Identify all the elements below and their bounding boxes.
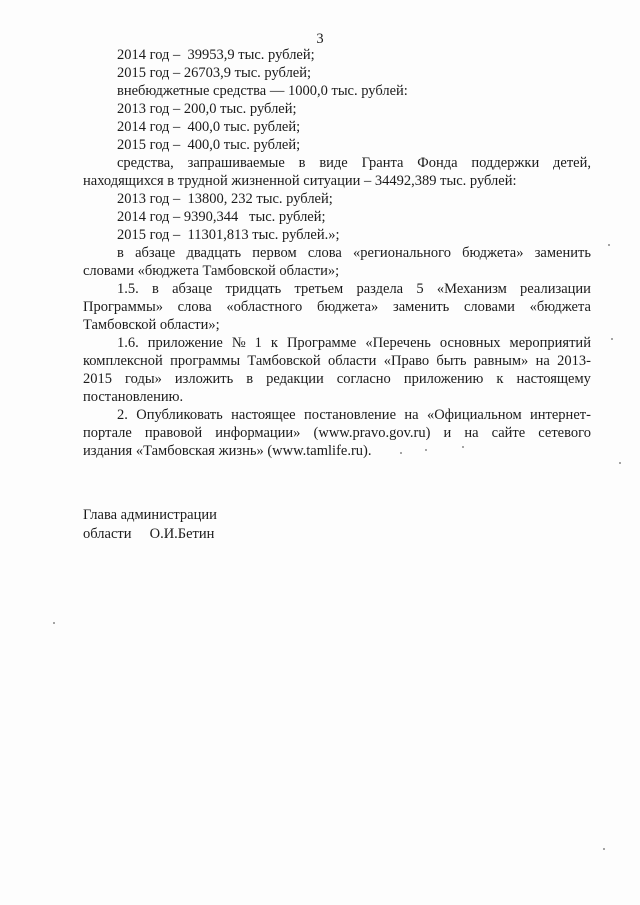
word: 2013- [557, 353, 591, 369]
word: виде [319, 155, 348, 171]
extrabudgetary-2014: 2014 год – 400,0 тыс. рублей; [117, 119, 301, 135]
grant-2014: 2014 год – 9390,344 тыс. рублей; [117, 209, 326, 225]
signatory-title: Глава администрации [83, 507, 217, 523]
scan-speck [611, 338, 613, 340]
word: комплексной [83, 353, 163, 369]
word: «Право [383, 353, 430, 369]
scan-speck [400, 452, 402, 454]
word: № [231, 335, 246, 351]
word: мероприятий [509, 335, 591, 351]
word: годы» [125, 371, 162, 387]
extrabudgetary-2013: 2013 год – 200,0 тыс. рублей; [117, 101, 297, 117]
word: на [535, 353, 550, 369]
word: средства, [117, 155, 174, 171]
word: 2015 [83, 371, 112, 387]
budget-line-2014: 2014 год – 39953,9 тыс. рублей; [117, 47, 315, 63]
grant-2013: 2013 год – 13800, 232 тыс. рублей; [117, 191, 333, 207]
item-2-line-2 [83, 424, 591, 442]
word: абзаце [135, 245, 176, 261]
item-1-5-line-2 [83, 298, 591, 316]
word: Тамбовской [247, 353, 321, 369]
word: словами [463, 299, 515, 315]
paragraph-21-line-1 [83, 244, 591, 262]
extrabudgetary-2015: 2015 год – 400,0 тыс. рублей; [117, 137, 301, 153]
scan-speck [53, 622, 55, 624]
word: программы [170, 353, 241, 369]
word: интернет- [530, 407, 591, 423]
grant-paragraph-line-2: находящихся в трудной жизненной ситуации – 34492,389 тыс. рублей: [83, 173, 517, 189]
word: в [246, 371, 254, 387]
item-2-line-3: издания «Тамбовская жизнь» (www.tamlife.ru). [83, 443, 372, 459]
page-number: 3 [316, 31, 324, 47]
word: 1.5. [117, 281, 139, 297]
word: информации» [215, 425, 301, 441]
word: в [152, 281, 159, 297]
paragraph-21-line-2: словами «бюджета Тамбовской области»; [83, 263, 340, 279]
word: «областного [226, 299, 303, 315]
item-1-6-line-4: постановлению. [83, 389, 184, 405]
scan-speck [462, 446, 464, 448]
word: заменить [392, 299, 450, 315]
word: настоящему [516, 371, 591, 387]
scan-speck [608, 244, 610, 246]
word: раздела [356, 281, 404, 297]
word: области [327, 353, 377, 369]
word: бюджета» [462, 245, 524, 261]
word: Опубликовать [136, 407, 223, 423]
word: быть [436, 353, 467, 369]
word: поддержки [471, 155, 540, 171]
word: двадцать [186, 245, 242, 261]
word: настоящее [231, 407, 296, 423]
document-body [83, 46, 591, 460]
word: 1 [254, 335, 262, 351]
word: слова [307, 245, 342, 261]
word: на [404, 407, 419, 423]
item-1-6-line-3 [83, 370, 591, 388]
scan-speck [425, 449, 427, 451]
word: приложению [403, 371, 484, 387]
signature-block [83, 506, 217, 543]
word: приложение [147, 335, 223, 351]
word: 5 [416, 281, 424, 297]
word: первом [252, 245, 297, 261]
word: правовой [144, 425, 203, 441]
word: и [443, 425, 452, 441]
word: Программе [286, 335, 357, 351]
word: «регионального [353, 245, 451, 261]
word: основных [439, 335, 501, 351]
grant-paragraph-line-1 [83, 154, 591, 172]
word: портале [83, 425, 132, 441]
word: сетевого [538, 425, 591, 441]
scan-speck [619, 462, 621, 464]
signatory-name: области О.И.Бетин [83, 525, 215, 542]
word: абзаце [172, 281, 213, 297]
grant-2015: 2015 год – 11301,813 тыс. рублей.»; [117, 227, 340, 243]
word: слова [177, 299, 212, 315]
word: детей, [553, 155, 591, 171]
item-2-line-1 [83, 406, 591, 424]
word: к [496, 371, 504, 387]
word: сайте [491, 425, 526, 441]
word: бюджета» [316, 299, 379, 315]
word: «Официальном [426, 407, 522, 423]
word: постановление [303, 407, 397, 423]
word: равным» [473, 353, 529, 369]
word: (www.pravo.gov.ru) [313, 425, 431, 441]
scan-speck [603, 848, 605, 850]
item-1-5-line-1 [83, 280, 591, 298]
word: в [117, 245, 124, 261]
word: запрашиваемые [187, 155, 285, 171]
word: «Механизм [436, 281, 507, 297]
word: в [298, 155, 306, 171]
word: Программы» [83, 299, 163, 315]
item-1-6-line-1 [83, 334, 591, 352]
word: изложить [174, 371, 234, 387]
word: третьем [294, 281, 344, 297]
budget-line-2015: 2015 год – 26703,9 тыс. рублей; [117, 65, 312, 81]
word: «бюджета [529, 299, 591, 315]
word: 2. [117, 407, 128, 423]
word: редакции [266, 371, 324, 387]
word: на [464, 425, 479, 441]
word: к [270, 335, 278, 351]
item-1-6-line-2 [83, 352, 591, 370]
word: «Перечень [365, 335, 431, 351]
word: Гранта [361, 155, 404, 171]
word: 1.6. [117, 335, 139, 351]
word: Фонда [417, 155, 458, 171]
word: согласно [336, 371, 391, 387]
word: заменить [534, 245, 591, 261]
extrabudgetary-heading: внебюджетные средства — 1000,0 тыс. рублей: [117, 83, 408, 99]
item-1-5-line-3: Тамбовской области»; [83, 317, 220, 333]
word: реализации [520, 281, 591, 297]
word: тридцать [225, 281, 282, 297]
